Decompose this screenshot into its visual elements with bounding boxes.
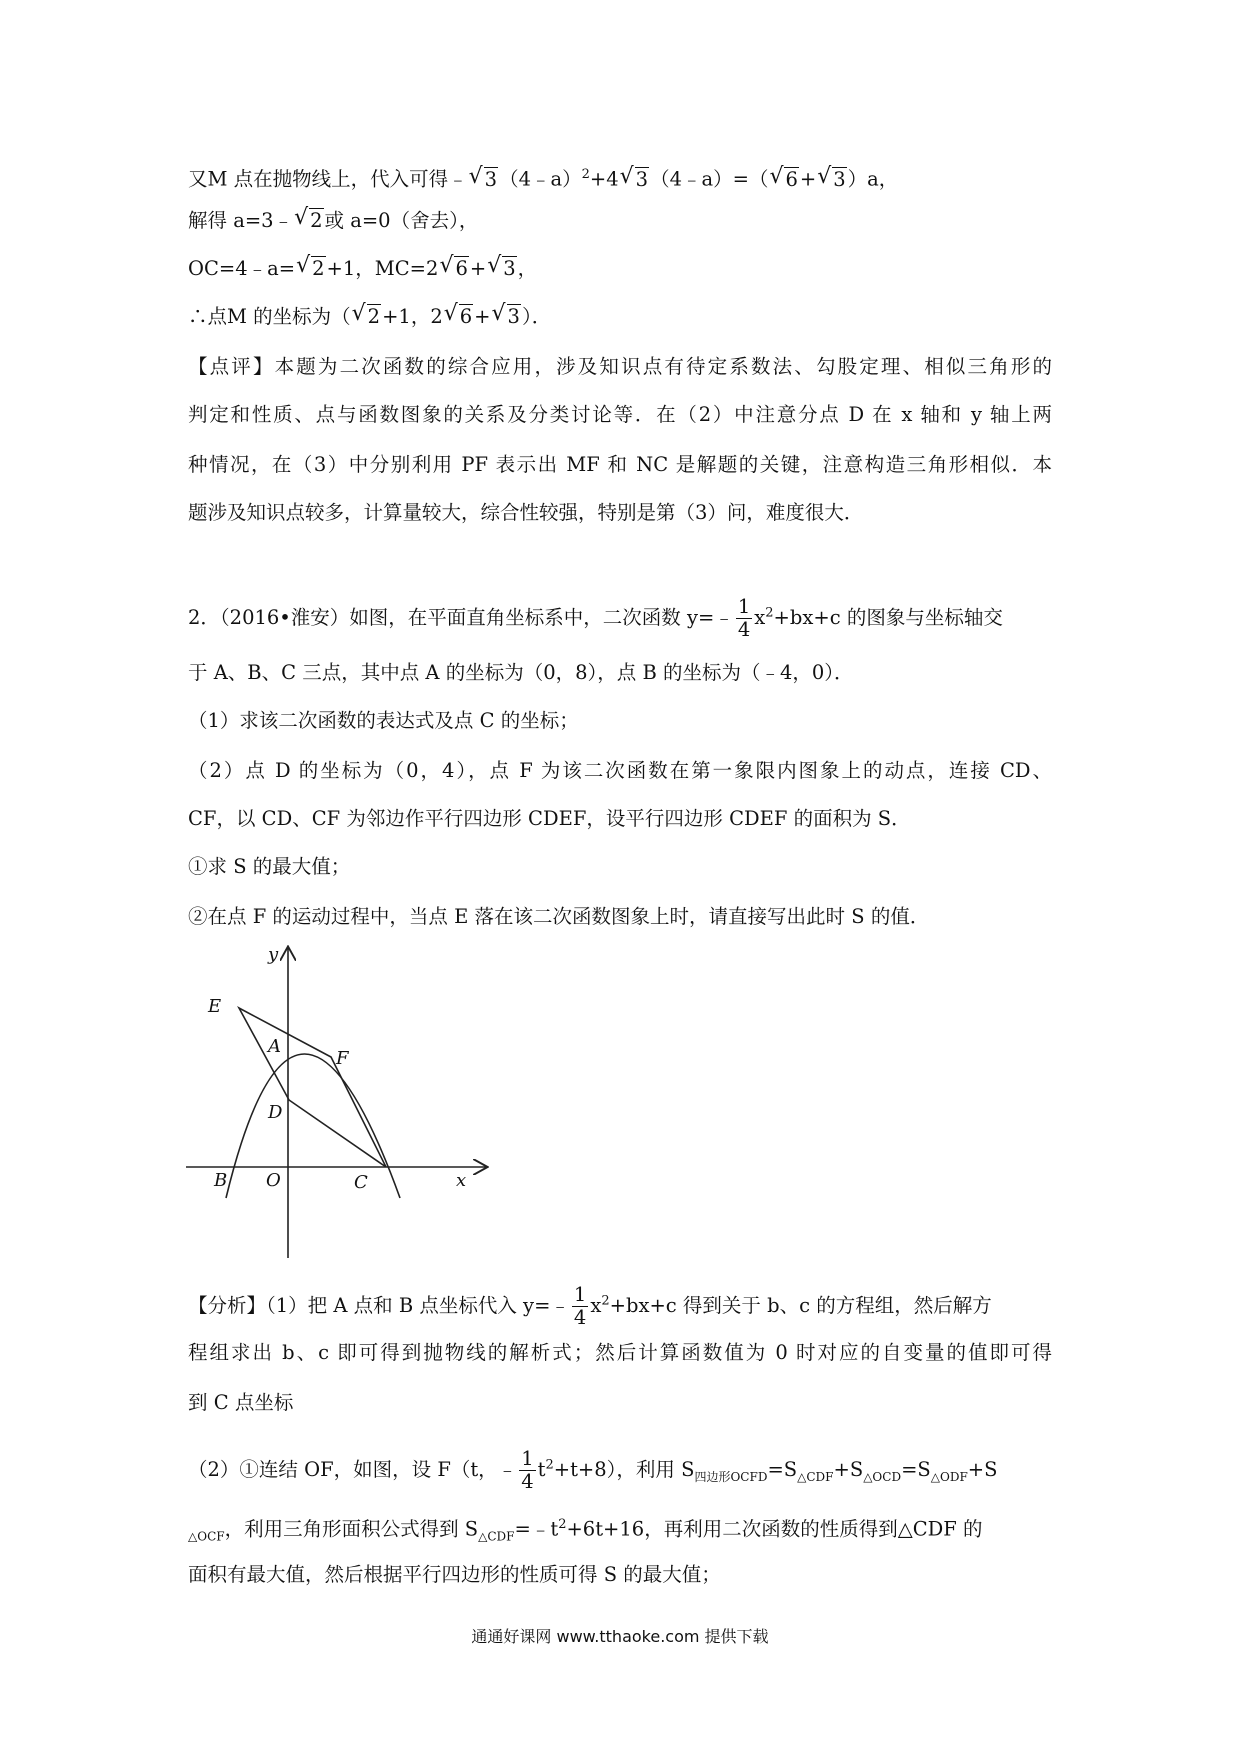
superscript: 2 <box>581 167 590 182</box>
superscript: 2 <box>545 1457 554 1473</box>
text: 【分析】（1）把 A 点和 B 点坐标代入 y=﹣ <box>188 1294 570 1317</box>
text: +1，2 <box>382 305 443 328</box>
text: +1，MC=2 <box>326 257 439 280</box>
solution-line-3 <box>188 254 1052 284</box>
label-a: A <box>268 1036 281 1057</box>
label-x: x <box>456 1170 467 1191</box>
text: x <box>590 1294 602 1317</box>
solution-line-2 <box>188 206 1052 236</box>
fraction: $\frac{1}{4}$ <box>573 1283 587 1329</box>
label-f: F <box>336 1048 349 1069</box>
label-d: D <box>268 1102 283 1123</box>
text: =﹣t <box>514 1517 559 1541</box>
parabola-figure <box>186 940 496 1260</box>
superscript: 2 <box>765 605 774 621</box>
label-o: O <box>266 1170 281 1191</box>
analysis-line-2: 程组求出 b、c 即可得到抛物线的解析式；然后计算函数值为 0 时对应的自变量的值即可得 <box>188 1341 1052 1364</box>
sqrt: √ 3 <box>469 165 498 195</box>
comment-line-1: 【点评】本题为二次函数的综合应用，涉及知识点有待定系数法、勾股定理、相似三角形的 <box>188 355 1052 378</box>
sqrt: √ 3 <box>620 165 649 195</box>
text: + <box>799 167 817 191</box>
subscript: △OCF <box>188 1529 225 1544</box>
sqrt: √ 2 <box>296 254 325 284</box>
problem-line-1 <box>188 596 1052 641</box>
comment-line-2: 判定和性质、点与函数图象的关系及分类讨论等．在（2）中注意分点 D 在 x 轴和 y 轴上两 <box>188 403 1052 426</box>
text: 2．（2016•淮安）如图，在平面直角坐标系中，二次函数 y=﹣ <box>188 606 734 629</box>
text: 又M 点在抛物线上，代入可得﹣ <box>188 167 468 191</box>
text: （4﹣a） <box>499 167 582 191</box>
text: ）． <box>521 305 552 328</box>
sqrt: √ 3 <box>487 254 516 284</box>
label-c: C <box>354 1172 368 1193</box>
text: +bx+c 得到关于 b、c 的方程组，然后解方 <box>609 1294 992 1317</box>
fraction: $\frac{1}{4}$ <box>737 595 751 641</box>
page-footer: 通通好课网 www.tthaoke.com 提供下载 <box>471 1627 769 1646</box>
sqrt: √ 6 <box>444 302 473 332</box>
text: （4﹣a）=（ <box>650 167 769 191</box>
text: x <box>754 606 766 629</box>
text: +S <box>967 1458 998 1481</box>
sqrt: √ 6 <box>439 254 468 284</box>
problem-line-2: 于 A、B、C 三点，其中点 A 的坐标为（0，8），点 B 的坐标为（﹣4，0）． <box>188 661 854 684</box>
label-e: E <box>208 996 222 1017</box>
text: +S <box>833 1458 864 1481</box>
sqrt: √ 3 <box>817 165 846 195</box>
label-b: B <box>214 1170 228 1191</box>
text: ∴点M 的坐标为（ <box>188 305 351 328</box>
problem-sub-2: ②在点 F 的运动过程中，当点 E 落在该二次函数图象上时，请直接写出此时 S 的值． <box>188 905 930 928</box>
parallelogram-cdef <box>239 1008 386 1167</box>
problem-part-2-line-2: CF，以 CD、CF 为邻边作平行四边形 CDEF，设平行四边形 CDEF 的面积为 S． <box>188 807 911 830</box>
text: =S <box>901 1458 931 1481</box>
text: +t+8），利用 S <box>553 1458 695 1481</box>
superscript: 2 <box>558 1517 567 1532</box>
subscript: △CDF <box>797 1469 834 1484</box>
text: OC=4﹣a= <box>188 257 296 280</box>
text: + <box>469 257 487 280</box>
comment-line-3: 种情况，在（3）中分别利用 PF 表示出 MF 和 NC 是解题的关键，注意构造三角形相似．本 <box>188 453 1052 476</box>
subscript: △CDF <box>478 1529 515 1544</box>
text: 解得 a=3﹣ <box>188 209 294 232</box>
analysis-line-4 <box>188 1448 1052 1493</box>
text: +bx+c 的图象与坐标轴交 <box>773 606 1003 629</box>
problem-part-2-line-1: （2）点 D 的坐标为（0，4），点 F 为该二次函数在第一象限内图象上的动点，连接 CD、 <box>188 759 1052 782</box>
analysis-line-6: 面积有最大值，然后根据平行四边形的性质可得 S 的最大值； <box>188 1563 721 1586</box>
text: +4 <box>589 167 619 191</box>
text: t <box>537 1458 546 1481</box>
label-y: y <box>268 944 279 965</box>
sqrt: √ 2 <box>352 302 381 332</box>
subscript: 四边形OCFD <box>694 1469 768 1484</box>
superscript: 2 <box>601 1293 610 1309</box>
sqrt: √ 3 <box>492 302 521 332</box>
text: ）a， <box>847 167 899 191</box>
sqrt: √ 6 <box>769 165 798 195</box>
problem-part-1: （1）求该二次函数的表达式及点 C 的坐标； <box>188 709 579 732</box>
subscript: △ODF <box>930 1469 968 1484</box>
comment-line-4: 题涉及知识点较多，计算量较大，综合性较强，特别是第（3）问，难度很大． <box>188 501 864 524</box>
analysis-line-1 <box>188 1284 1052 1329</box>
fraction: $\frac{1}{4}$ <box>521 1447 534 1493</box>
solution-line-4 <box>188 302 1052 332</box>
text: =S <box>767 1458 798 1481</box>
subscript: △OCD <box>863 1469 902 1484</box>
solution-line-1 <box>188 160 1052 195</box>
parabola-curve <box>226 1054 400 1198</box>
sqrt: √ 2 <box>294 206 323 236</box>
analysis-line-3: 到 C 点坐标 <box>188 1391 294 1414</box>
text: ， <box>517 257 538 280</box>
text: + <box>474 305 491 328</box>
text: （2）①连结 OF，如图，设 F（t，﹣ <box>188 1458 518 1481</box>
text: +6t+16，再利用二次函数的性质得到△CDF 的 <box>566 1517 983 1541</box>
text: ，利用三角形面积公式得到 S <box>224 1517 479 1541</box>
text: 或 a=0（舍去）， <box>324 209 479 232</box>
analysis-line-5 <box>188 1510 1052 1551</box>
problem-sub-1: ①求 S 的最大值； <box>188 855 351 878</box>
